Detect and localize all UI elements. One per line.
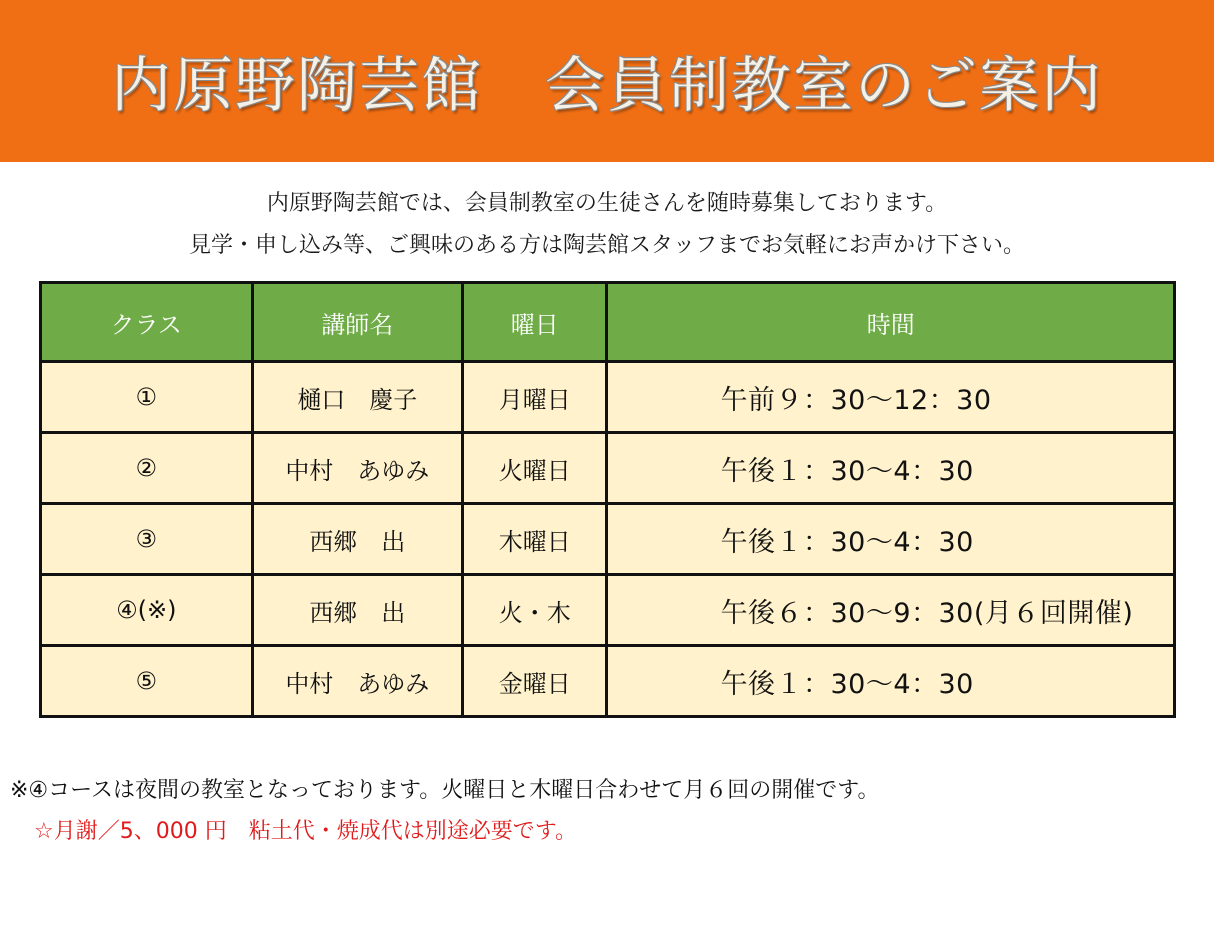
intro-text-line-1: 内原野陶芸館では、会員制教室の生徒さんを随時募集しております。: [266, 191, 948, 216]
fee-note: ☆月謝／5、000 円 粘土代・焼成代は別途必要です。: [34, 819, 577, 844]
column-header-time: 時間: [607, 283, 1175, 362]
day-cell: 木曜日: [463, 504, 607, 575]
class-cell: ③: [41, 504, 253, 575]
time-cell: 午後１：30～4：30: [607, 433, 1175, 504]
time-cell: 午後６：30～9：30(月６回開催): [607, 575, 1175, 646]
teacher-cell: 西郷 出: [252, 504, 463, 575]
day-cell: 火曜日: [463, 433, 607, 504]
class-cell: ①: [41, 362, 253, 433]
class-cell: ⑤: [41, 646, 253, 717]
day-cell: 金曜日: [463, 646, 607, 717]
night-course-note: ※④コースは夜間の教室となっております。火曜日と木曜日合わせて月６回の開催です。: [10, 778, 880, 803]
day-cell: 火・木: [463, 575, 607, 646]
table-row: [41, 433, 1175, 504]
table-row: [41, 575, 1175, 646]
page-title: 内原野陶芸館 会員制教室のご案内: [111, 51, 1103, 121]
class-cell: ②: [41, 433, 253, 504]
teacher-cell: 中村 あゆみ: [252, 433, 463, 504]
intro-text-line-2: 見学・申し込み等、ご興味のある方は陶芸館スタッフまでお気軽にお声かけ下さい。: [188, 233, 1025, 258]
class-cell: ④(※): [41, 575, 253, 646]
teacher-cell: 中村 あゆみ: [252, 646, 463, 717]
table-row: [41, 362, 1175, 433]
teacher-cell: 樋口 慶子: [252, 362, 463, 433]
column-header-teacher: 講師名: [252, 283, 463, 362]
time-cell: 午前９：30～12：30: [607, 362, 1175, 433]
class-schedule-table: [39, 281, 1176, 718]
table-header-row: [41, 283, 1175, 362]
table-row: [41, 504, 1175, 575]
time-cell: 午後１：30～4：30: [607, 646, 1175, 717]
table-row: [41, 646, 1175, 717]
column-header-day: 曜日: [463, 283, 607, 362]
time-cell: 午後１：30～4：30: [607, 504, 1175, 575]
day-cell: 月曜日: [463, 362, 607, 433]
teacher-cell: 西郷 出: [252, 575, 463, 646]
column-header-class: クラス: [41, 283, 253, 362]
